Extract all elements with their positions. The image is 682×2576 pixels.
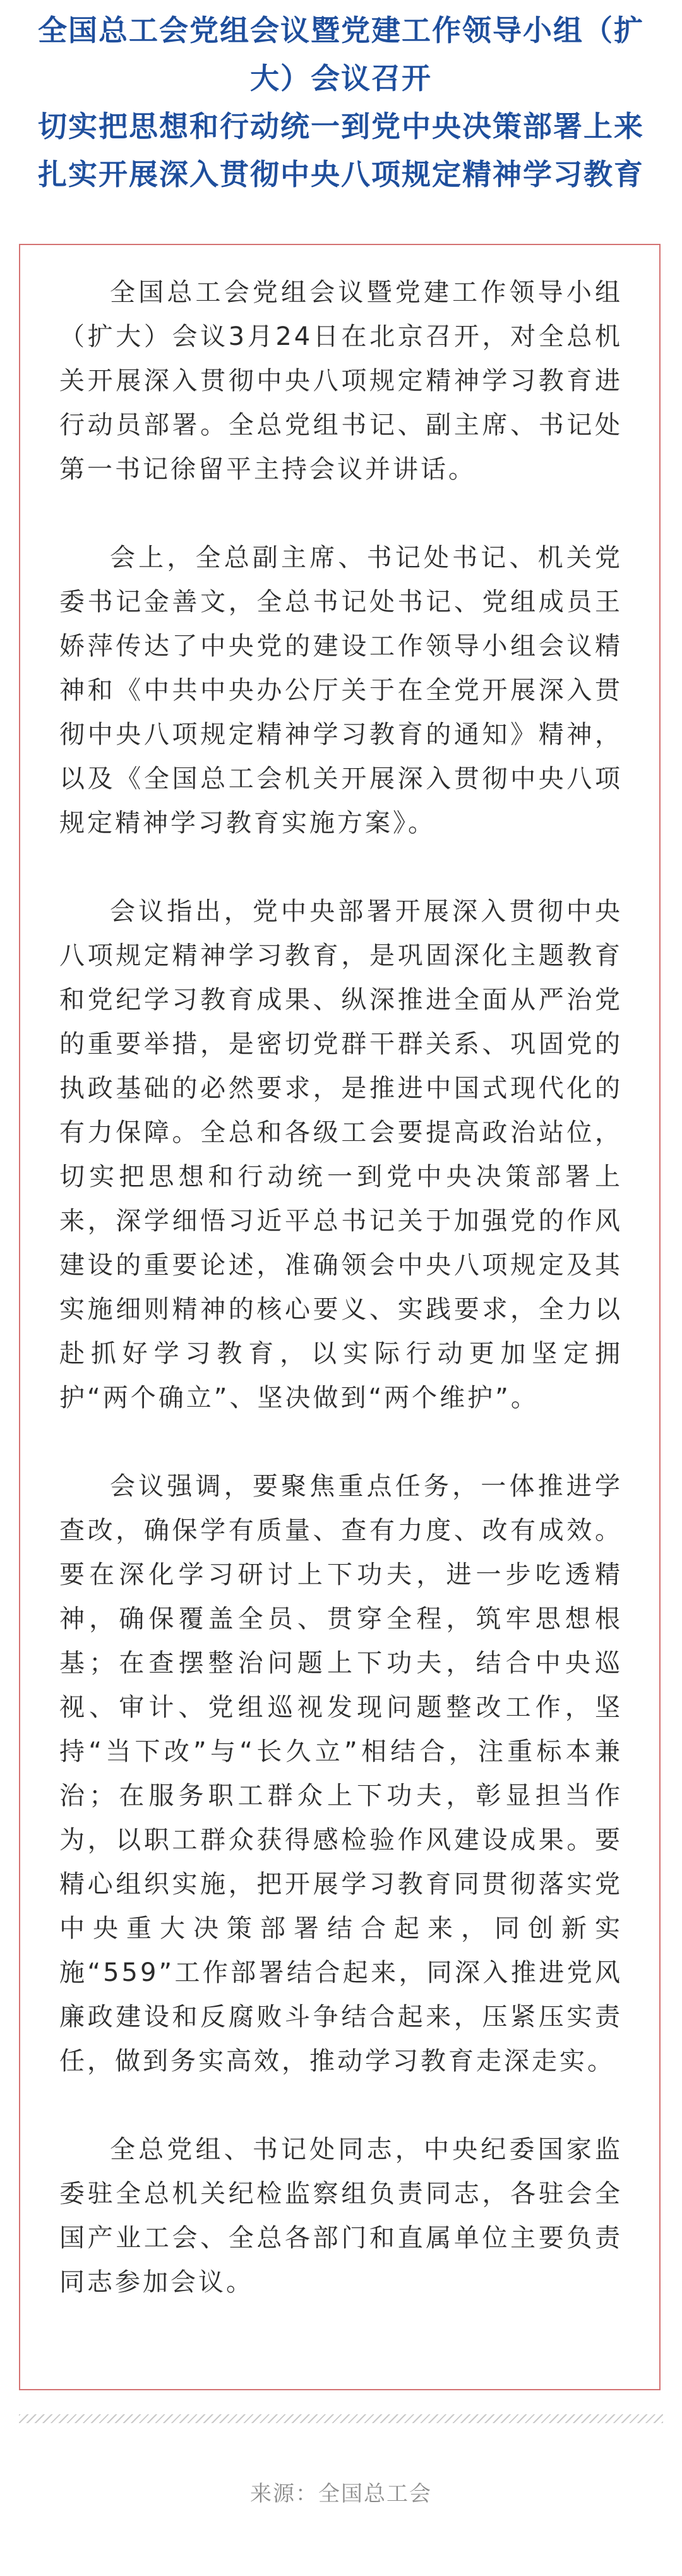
paragraph-4: 会议强调，要聚焦重点任务，一体推进学查改，确保学有质量、查有力度、改有成效。要在深化学习研讨上下功夫，进一步吃透精神，确保覆盖全员、贯穿全程，筑牢思想根基；在查摆整治问题上下功夫，结合中央巡视、审计、党组巡视发现问题整改工作，坚持“当下改”与“长久立”相结合，注重标本兼治；在服务职工群众上下功夫，彰显担当作为，以职工群众获得感检验作风建设成果。要精心组织实施，把开展学习教育同贯彻落实党中央重大决策部署结合起来，同创新实施“559”工作部署结合起来，同深入推进党风廉政建设和反腐败斗争结合起来，压紧压实责任，做到务实高效，推动学习教育走深走实。 [59,1472,623,2076]
headline-line-2: 大）会议召开 [250,61,432,95]
paragraph-1: 全国总工会党组会议暨党建工作领导小组（扩大）会议3月24日在北京召开，对全总机关开展深入贯彻中央八项规定精神学习教育进行动员部署。全总党组书记、副主席、书记处第一书记徐留平主持会议并讲话。 [59,278,623,484]
article-headline [25,6,657,198]
source-credit: 来源：全国总工会 [250,2481,432,2507]
headline-line-3: 切实把思想和行动统一到党中央决策部署上来 [38,109,644,143]
paragraph-3: 会议指出，党中央部署开展深入贯彻中央八项规定精神学习教育，是巩固深化主题教育和党纪学习教育成果、纵深推进全面从严治党的重要举措，是密切党群干群关系、巩固党的执政基础的必然要求，是推进中国式现代化的有力保障。全总和各级工会要提高政治站位，切实把思想和行动统一到党中央决策部署上来，深学细悟习近平总书记关于加强党的作风建设的重要论述，准确领会中央八项规定及其实施细则精神的核心要义、实践要求，全力以赴抓好学习教育，以实际行动更加坚定拥护“两个确立”、坚决做到“两个维护”。 [59,897,623,1412]
article-body [59,270,623,2304]
headline-line-4: 扎实开展深入贯彻中央八项规定精神学习教育 [38,157,644,191]
hatched-divider [19,2414,663,2423]
paragraph-2: 会上，全总副主席、书记处书记、机关党委书记金善文，全总书记处书记、党组成员王娇萍传达了中央党的建设工作领导小组会议精神和《中共中央办公厅关于在全党开展深入贯彻中央八项规定精神学习教育的通知》精神，以及《全国总工会机关开展深入贯彻中央八项规定精神学习教育实施方案》。 [59,543,623,838]
paragraph-5: 全总党组、书记处同志，中央纪委国家监委驻全总机关纪检监察组负责同志，各驻会全国产业工会、全总各部门和直属单位主要负责同志参加会议。 [59,2135,623,2297]
headline-line-1: 全国总工会党组会议暨党建工作领导小组（扩 [38,13,644,47]
article-frame [19,244,661,2390]
